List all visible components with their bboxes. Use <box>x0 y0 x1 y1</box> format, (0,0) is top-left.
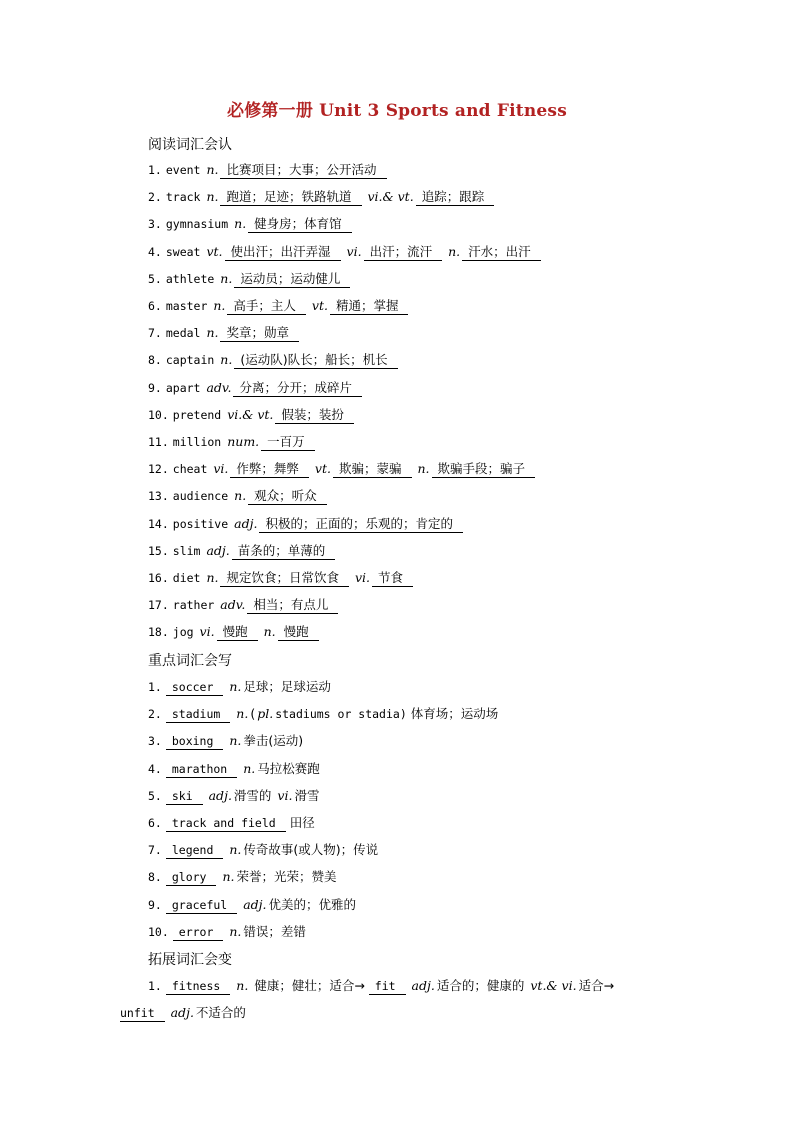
vocab-word: captain <box>165 353 215 368</box>
key-item <box>148 922 306 942</box>
reading-item <box>148 405 354 425</box>
answer-blank: 作弊；舞弊 <box>230 461 309 478</box>
part-of-speech: adj. <box>206 542 230 558</box>
item-number: 7. <box>148 843 162 858</box>
vocab-word: jog <box>172 625 194 640</box>
part-of-speech: n. <box>229 842 242 858</box>
meaning-text: 滑雪 <box>294 787 320 803</box>
answer-blank: graceful <box>166 897 237 914</box>
part-of-speech: n. <box>234 488 247 504</box>
item-number: 8. <box>148 870 162 885</box>
item-number: 2. <box>148 190 162 205</box>
part-of-speech: vi.& vt. <box>367 189 414 205</box>
key-item <box>148 840 378 860</box>
reading-item <box>148 622 319 642</box>
answer-blank: 欺骗手段；骗子 <box>432 461 536 478</box>
answer-blank: 假装；装扮 <box>275 407 354 424</box>
answer-blank: soccer <box>166 679 224 696</box>
answer-blank: 相当；有点儿 <box>247 597 338 614</box>
answer-blank: error <box>173 924 224 941</box>
part-of-speech: n. <box>206 325 219 341</box>
item-number: 13. <box>148 489 169 504</box>
extend-item-continued <box>120 1003 246 1023</box>
answer-blank: 追踪；跟踪 <box>416 189 495 206</box>
part-of-speech: vt.& vi. <box>530 978 577 993</box>
key-item <box>148 813 315 833</box>
reading-item <box>148 378 362 398</box>
meaning-text: 荣誉；光荣；赞美 <box>236 869 337 885</box>
part-of-speech: n. <box>229 679 242 694</box>
answer-blank: 精通；掌握 <box>330 298 409 315</box>
meaning-text: 不适合的 <box>195 1005 246 1020</box>
item-number: 14. <box>148 516 169 531</box>
answer-blank: 使出汗；出汗弄湿 <box>225 244 341 261</box>
answer-blank: unfit <box>120 1005 165 1022</box>
part-of-speech: adj. <box>243 896 267 912</box>
answer-blank: 健身房；体育馆 <box>248 216 352 233</box>
answer-blank: 一百万 <box>261 434 315 451</box>
answer-blank: 慢跑 <box>278 624 319 641</box>
part-of-speech: n. <box>213 298 226 313</box>
reading-item <box>148 486 327 506</box>
part-of-speech: n. <box>263 624 276 640</box>
part-of-speech: n. <box>206 570 219 585</box>
item-number: 10. <box>148 924 169 939</box>
key-item <box>148 867 337 887</box>
meaning-text: 适合→ <box>578 978 615 993</box>
part-of-speech: n. <box>236 978 249 993</box>
key-item <box>148 895 356 915</box>
item-number: 3. <box>148 217 162 232</box>
vocab-word: slim <box>172 543 201 558</box>
vocab-word: positive <box>172 516 229 531</box>
answer-blank: (运动队)队长；船长；机长 <box>234 352 397 369</box>
extend-item <box>148 976 614 996</box>
reading-item <box>148 541 335 561</box>
item-number: 4. <box>148 244 162 259</box>
item-number: 6. <box>148 299 162 313</box>
answer-blank: 汗水；出汗 <box>462 244 541 261</box>
answer-blank: fitness <box>166 978 230 995</box>
answer-blank: track and field <box>166 815 286 832</box>
vocab-word: track <box>165 190 201 205</box>
item-number: 16. <box>148 571 169 585</box>
reading-item <box>148 432 315 452</box>
section-key-title: 重点词汇会写 <box>148 653 232 669</box>
item-number: 3. <box>148 734 162 749</box>
part-of-speech: adv. <box>220 597 246 613</box>
vocab-word: cheat <box>172 462 208 477</box>
key-item <box>148 731 303 751</box>
item-number: 5. <box>148 788 162 803</box>
meaning-text: 传奇故事(或人物)；传说 <box>243 842 379 858</box>
answer-blank: marathon <box>166 761 237 778</box>
part-of-speech: vi. <box>277 787 293 803</box>
meaning-text: 错误；差错 <box>243 923 306 939</box>
vocab-word: pretend <box>172 407 222 422</box>
part-of-speech: n. <box>222 869 235 885</box>
part-of-speech: n. <box>243 760 256 776</box>
reading-item <box>148 595 338 615</box>
part-of-speech: n. <box>206 189 219 205</box>
reading-item <box>148 459 535 479</box>
part-of-speech: n. <box>236 706 249 722</box>
plural-label: pl. <box>257 706 274 722</box>
reading-item <box>148 514 463 534</box>
item-number: 1. <box>148 163 162 177</box>
item-number: 8. <box>148 353 162 368</box>
page-title: 必修第一册 Unit 3 Sports and Fitness <box>227 101 567 121</box>
item-number: 1. <box>148 979 162 993</box>
meaning-text: ( <box>250 706 256 722</box>
answer-blank: 比赛项目；大事；公开活动 <box>220 162 386 179</box>
vocab-word: master <box>165 299 208 313</box>
part-of-speech: vi. <box>354 570 371 585</box>
item-number: 7. <box>148 326 162 341</box>
meaning-text: 足球；足球运动 <box>243 679 331 694</box>
answer-blank: fit <box>369 978 406 995</box>
meaning-text: 优美的；优雅的 <box>268 896 357 912</box>
part-of-speech: adv. <box>206 379 232 395</box>
section-extend-title: 拓展词汇会变 <box>148 952 232 968</box>
part-of-speech: vi. <box>199 624 215 640</box>
reading-item <box>148 296 408 316</box>
part-of-speech: n. <box>220 352 233 368</box>
answer-blank: 高手；主人 <box>227 298 306 315</box>
section-reading-title: 阅读词汇会认 <box>148 137 232 153</box>
answer-blank: 奖章；勋章 <box>220 325 299 342</box>
item-number: 9. <box>148 897 162 912</box>
key-item <box>148 786 319 806</box>
part-of-speech: n. <box>234 216 247 232</box>
answer-blank: 欺骗；蒙骗 <box>333 461 412 478</box>
meaning-text: 拳击(运动) <box>243 733 304 749</box>
part-of-speech: adj. <box>411 978 435 993</box>
answer-blank: glory <box>166 869 217 886</box>
answer-blank: 规定饮食；日常饮食 <box>220 570 349 587</box>
part-of-speech: vt. <box>206 243 223 259</box>
meaning-text: 马拉松赛跑 <box>257 760 320 776</box>
item-number: 9. <box>148 380 162 395</box>
vocab-word: medal <box>165 326 201 341</box>
answer-blank: 节食 <box>372 570 413 587</box>
part-of-speech: vi.& vt. <box>227 406 274 422</box>
answer-blank: 运动员；运动健儿 <box>234 271 350 288</box>
vocab-word: apart <box>165 380 201 395</box>
item-number: 1. <box>148 680 162 694</box>
key-item <box>148 759 320 779</box>
item-number: 2. <box>148 707 162 722</box>
item-number: 4. <box>148 761 162 776</box>
reading-item <box>148 160 387 180</box>
reading-item <box>148 323 299 343</box>
answer-blank: 苗条的；单薄的 <box>232 543 336 560</box>
part-of-speech: adj. <box>234 515 258 531</box>
vocab-word: event <box>165 163 201 177</box>
vocab-word: sweat <box>165 244 201 259</box>
reading-item <box>148 187 494 207</box>
answer-blank: 跑道；足迹；铁路轨道 <box>220 189 361 206</box>
answer-blank: 观众；听众 <box>248 488 327 505</box>
item-number: 15. <box>148 543 169 558</box>
item-number: 11. <box>148 435 169 449</box>
part-of-speech: n. <box>220 270 233 286</box>
part-of-speech: vi. <box>213 461 229 477</box>
vocab-word: rather <box>172 598 215 613</box>
meaning-text: 适合的；健康的 <box>436 978 525 993</box>
vocab-word: gymnasium <box>165 217 229 232</box>
part-of-speech: n. <box>448 243 461 259</box>
item-number: 5. <box>148 271 162 286</box>
answer-blank: 慢跑 <box>217 624 258 641</box>
vocab-word: athlete <box>165 271 215 286</box>
key-item <box>148 704 498 724</box>
answer-blank: stadium <box>166 706 230 723</box>
reading-item <box>148 269 350 289</box>
item-number: 17. <box>148 598 169 613</box>
part-of-speech: vt. <box>311 298 328 313</box>
answer-blank: legend <box>166 842 224 859</box>
answer-blank: 分离；分开；成碎片 <box>233 380 362 397</box>
key-item <box>148 677 331 697</box>
reading-item <box>148 568 413 588</box>
part-of-speech: adj. <box>170 1005 194 1020</box>
answer-blank: ski <box>166 788 203 805</box>
meaning-text: 滑雪的 <box>233 787 272 803</box>
answer-blank: 积极的；正面的；乐观的；肯定的 <box>259 516 463 533</box>
part-of-speech: n. <box>206 162 219 177</box>
item-number: 10. <box>148 407 169 422</box>
item-number: 12. <box>148 462 169 477</box>
part-of-speech: num. <box>227 434 260 449</box>
meaning-text: 健康；健壮；适合→ <box>254 978 365 993</box>
vocab-word: million <box>172 435 222 449</box>
part-of-speech: adj. <box>208 787 232 803</box>
vocab-word: audience <box>172 489 229 504</box>
vocab-word: diet <box>172 571 201 585</box>
reading-item <box>148 350 398 370</box>
part-of-speech: n. <box>229 923 242 939</box>
part-of-speech: n. <box>229 733 242 749</box>
part-of-speech: vi. <box>346 243 362 259</box>
answer-blank: 出汗；流汗 <box>364 244 443 261</box>
reading-item <box>148 242 541 262</box>
item-number: 6. <box>148 816 162 830</box>
plural-forms: stadiums or stadia) <box>275 707 407 722</box>
item-number: 18. <box>148 625 169 640</box>
answer-blank: boxing <box>166 733 224 750</box>
meaning-text: 田径 <box>289 815 315 830</box>
meaning-text: 体育场；运动场 <box>410 706 499 722</box>
reading-item <box>148 214 352 234</box>
part-of-speech: vt. <box>314 461 331 477</box>
part-of-speech: n. <box>417 461 430 477</box>
